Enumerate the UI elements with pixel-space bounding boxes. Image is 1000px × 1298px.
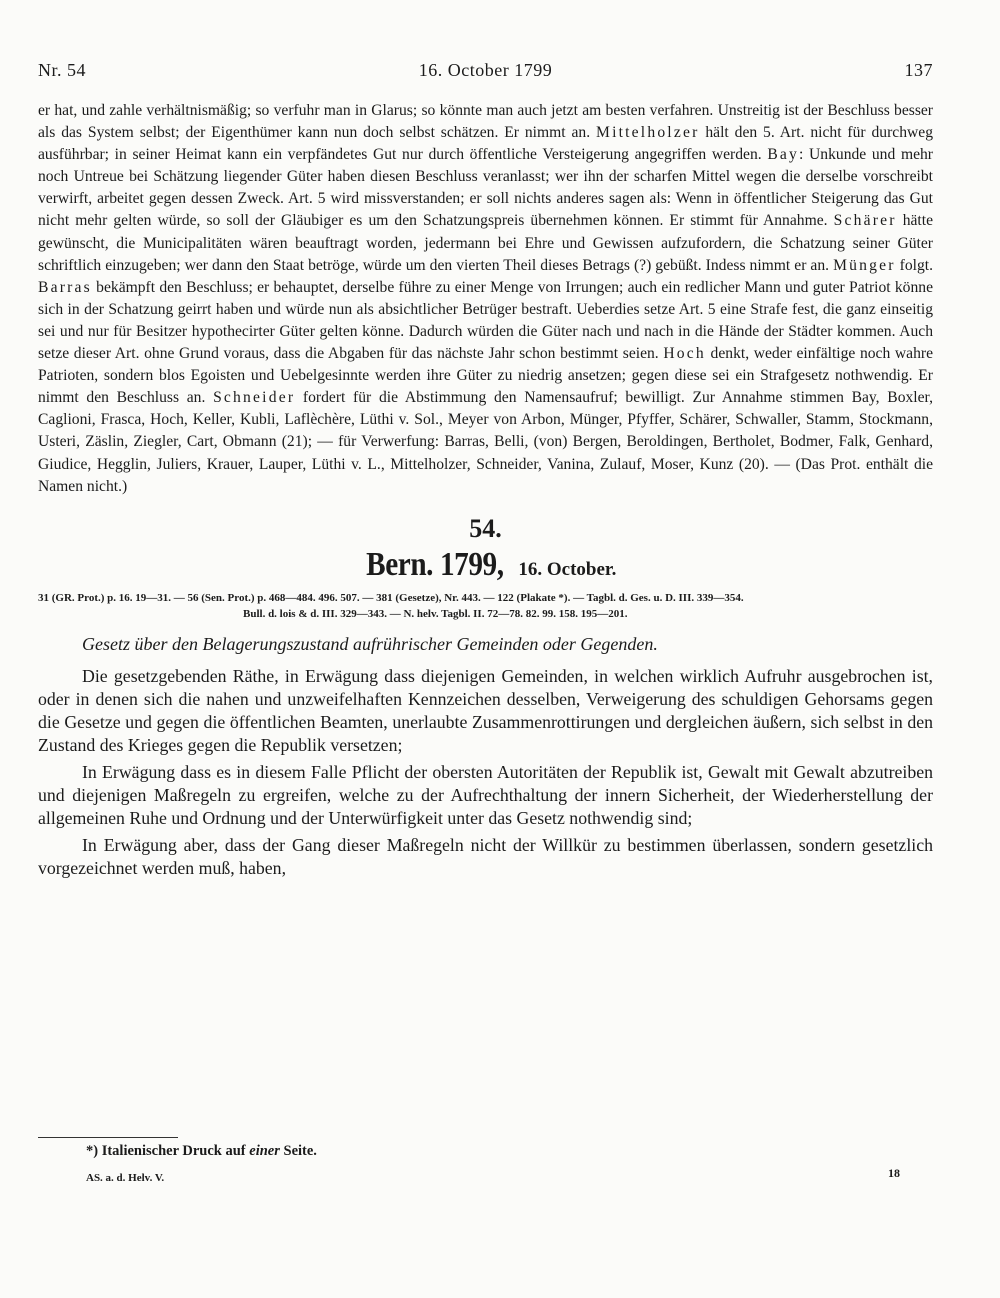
law-paragraph: Die gesetzgebenden Räthe, in Erwägung dass diejenigen Gemeinden, in welchen wirklich Aufruhr ausgebrochen ist, oder in denen sich die nahen und unzweifelhaften Kennzeichen desselben, Verweigerung des schuldigen Gehorsams gegen die Gesetze und gegen die öffentlichen Beamten, unerlaubte Zusammenrottirungen und dergleichen äußern, sich selbst in den Zustand des Krieges gegen die Republik versetzen; [38, 665, 933, 755]
issue-number: Nr. 54 [38, 60, 86, 80]
page [38, 60, 933, 880]
continuation-paragraph [38, 100, 933, 498]
source-references [38, 590, 933, 622]
running-date: 16. October 1799 [418, 60, 553, 80]
speaker-name: Schneider [213, 389, 296, 407]
law-body [38, 665, 933, 880]
text-run: denkt, weder einfältige noch wahre Patrioten, sondern blos Egoisten und Uebelgesinnte werden ihre Güter zu niedrig ansetzen; gegen diese sei ein Strafgesetz nothwendig. Er nimmt den Beschluss an. [38, 345, 933, 407]
footnote [86, 1143, 317, 1160]
footnote-text: *) Italienischer Druck auf [86, 1143, 250, 1159]
speaker-name: Schärer [833, 212, 897, 230]
text-run: fordert für die Abstimmung den Namensaufruf; bewilligt. Zur Annahme stimmen Bay, Boxler, Caglioni, Frasca, Hoch, Keller, Kubli, Laflèchère, Lüthi v. Sol., Meyer von Arbon, Münger, Pfyffer, Schärer, Schwaller, Stamm, Stockmann, Usteri, Zäslin, Ziegler, Cart, Obmann (21); — für Verwerfung: Barras, Belli, (von) Bergen, Beroldingen, Bertholet, Bodmer, Falk, Genhard, Giudice, Hegglin, Juliers, Krauer, Lauper, Lüthi v. L., Mittelholzer, Schneider, Vanina, Zulauf, Moser, Kunz (20). — (Das Prot. enthält die Namen nicht.) [38, 389, 934, 495]
speaker-name: Hoch [663, 345, 706, 363]
source-line: Bull. d. lois & d. III. 329—343. — N. helv. Tagbl. II. 72—78. 82. 99. 158. 195—201. [243, 607, 628, 620]
speaker-name: Bay [767, 146, 800, 164]
text-run: : Unkunde und mehr noch Untreue bei Schätzung liegender Güter haben diesen Beschluss veranlasst; wer ihn der scharfen Mittel wegen die derselbe vorschreibt verwirft, arbeitet gegen dessen Zweck. Art. 5 wird missverstanden; er soll nichts anderes sagen als: Wenn in öffentlicher Steigerung das Gut nicht mehr gelten würde, so soll der Gläubiger es um den Schatzungspreis übernehmen können. Er stimmt für Annahme. [38, 146, 933, 230]
footnote-emphasis: einer [249, 1143, 280, 1159]
speaker-name: Münger [833, 256, 896, 274]
text-run: bekämpft den Beschluss; er behauptet, derselbe führe zu einer Menge von Irrungen; auch ein redlicher Mann und guter Patriot könne sich in der Schatzung geirrt haben und würde nun als absichtlicher Betrüger bestraft. Ueberdies setze Art. 5 eine Strafe fest, die ganz einseitig sei und nur für Besitzer hypothecirter Güter gelten könne. Dadurch würden die Güter nach und nach in die Hände der Städter kommen. Auch setze dieser Art. ohne Grund voraus, dass die Abgaben für das nächste Jahr schon bestimmt seien. [38, 278, 933, 363]
sheet-number: 18 [888, 1166, 900, 1180]
document-heading [38, 546, 933, 586]
text-run: hält den 5. Art. nicht für durchweg ausführbar; in seiner Heimat kann ein verpfändetes Gut nur durch öffentliche Versteigerung angegriffen werden. [38, 124, 933, 164]
footnote-rule [38, 1137, 178, 1138]
continuation-text [38, 100, 933, 498]
footnote-text: Seite. [279, 1143, 317, 1159]
document-number: 54. [469, 513, 502, 543]
text-run: er hat, und zahle verhältnismäßig; so verfuhr man in Glarus; so könnte man auch jetzt am besten verfahren. Unstreitig ist der Beschluss besser als das System selbst; der Eigenthümer kann nun doch selbst schätzen. Er nimmt an. [38, 102, 933, 142]
document-date: 16. October. [518, 558, 617, 580]
law-paragraph: In Erwägung aber, dass der Gang dieser Maßregeln nicht der Willkür zu bestimmen überlassen, sondern gesetzlich vorgezeichnet werden muß, haben, [38, 834, 933, 878]
text-run: hätte gewünscht, die Municipalitäten wären beauftragt worden, jedermann bei Ehre und Gewissen aufzufordern, die Schatzung seiner Güter schriftlich einzugeben; wer dann den Staat betröge, würde um den vierten Theil dieses Betrags (?) gebüßt. Indess nimmt er an. [38, 212, 933, 274]
running-head [38, 60, 933, 88]
page-number: 137 [904, 60, 933, 80]
speaker-name: Barras [38, 278, 92, 296]
law-paragraph: In Erwägung dass es in diesem Falle Pflicht der obersten Autoritäten der Republik ist, Gewalt mit Gewalt abzutreiben und diejenigen Maßregeln zu ergreifen, welche zu der Aufrechthaltung der innern Sicherheit, der Wiederherstellung der allgemeinen Ruhe und Ordnung und der Unterwürfigkeit unter das Gesetz nothwendig sind; [38, 761, 933, 828]
source-line: 31 (GR. Prot.) p. 16. 19—31. — 56 (Sen. Prot.) p. 468—484. 496. 507. — 381 (Gesetze), Nr. 443. — 122 (Plakate *). — Tagbl. d. Ges. u. D. III. 339—354. [38, 591, 744, 604]
speaker-name: Mittelholzer [596, 124, 700, 142]
law-title: Gesetz über den Belagerungszustand aufrührischer Gemeinden oder Gegenden. [82, 633, 658, 654]
place-year: Bern. 1799, [365, 545, 504, 583]
printer-signature: AS. a. d. Helv. V. [86, 1172, 165, 1184]
text-run: folgt. [895, 256, 934, 274]
